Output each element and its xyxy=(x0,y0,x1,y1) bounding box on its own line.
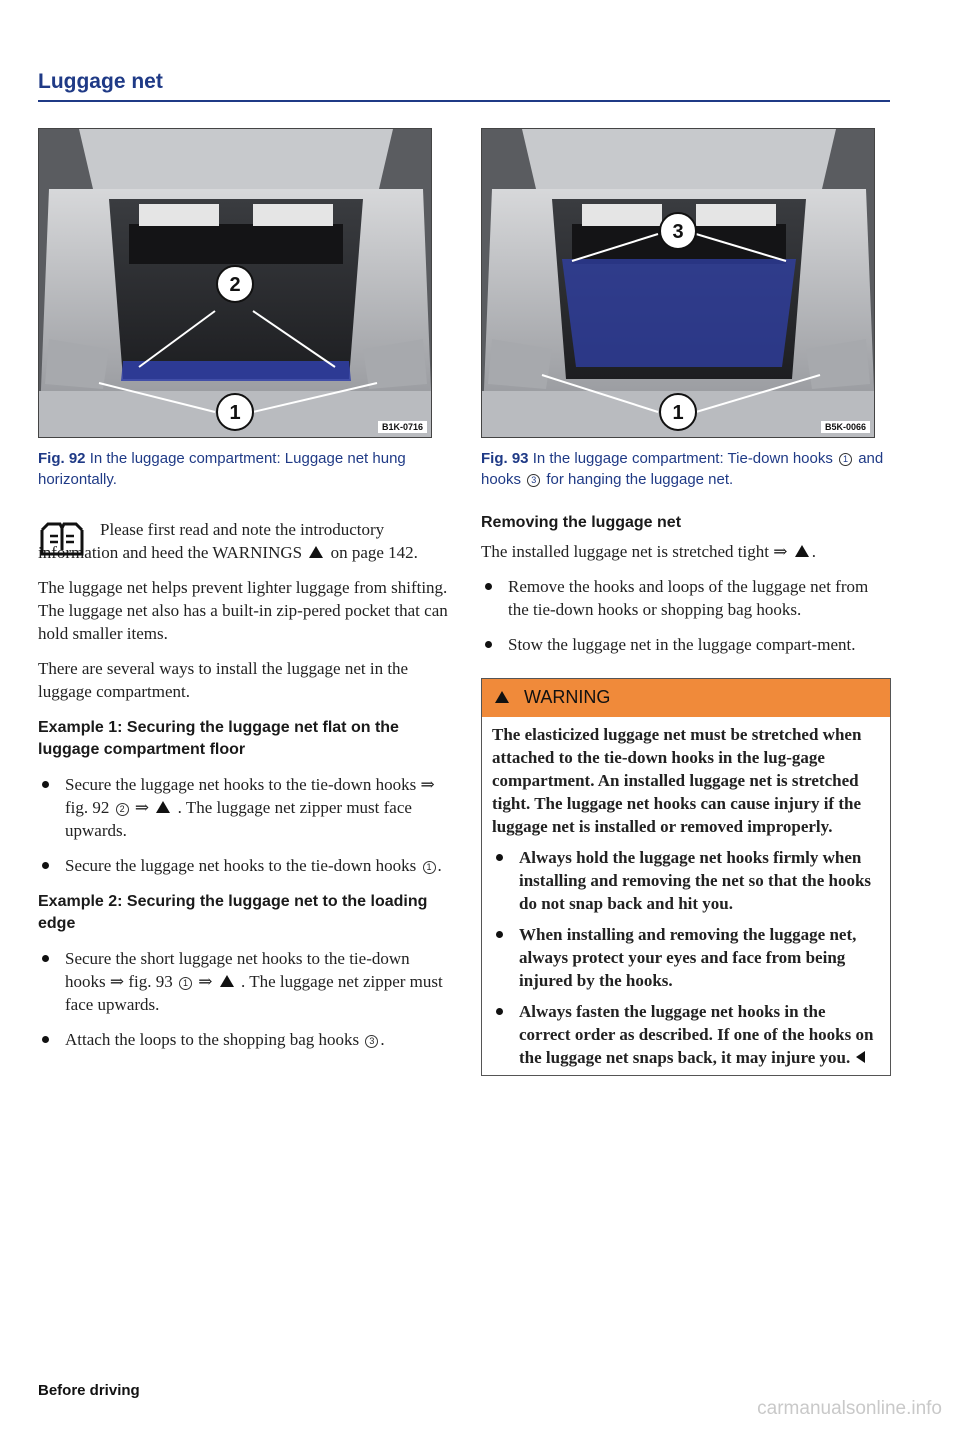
warning-item-3 xyxy=(492,1000,880,1069)
step-text: Attach the loops to the shopping bag hooks xyxy=(65,1030,360,1049)
callout-3-label: 3 xyxy=(672,221,684,243)
paragraph-purpose: The luggage net helps prevent lighter luggage from shifting. The luggage net also has a built-in zip-pered pocket that can hold smaller items. xyxy=(38,578,448,643)
removing-intro-text: The installed luggage net is stretched tight ⇒ xyxy=(481,542,788,561)
figure-label: Fig. 93 xyxy=(481,450,529,467)
step-text: Secure the short luggage net hooks to the tie-down hooks ⇒ fig. 93 xyxy=(65,949,410,991)
caption-text: In the luggage compartment: Tie-down hooks xyxy=(532,450,833,467)
removing-intro: The installed luggage net is stretched tight ⇒ . xyxy=(481,542,816,561)
book-icon xyxy=(38,520,86,556)
warning-box xyxy=(481,678,891,1076)
figure-code: B5K-0066 xyxy=(821,421,870,433)
step-text: Secure the luggage net hooks to the tie-down hooks ⇒ fig. 92 xyxy=(65,775,435,817)
removing-step-2: Stow the luggage net in the luggage compart-ment. xyxy=(481,633,891,656)
watermark: carmanualsonline.info xyxy=(757,1398,942,1419)
warning-icon xyxy=(309,546,323,558)
step-text-tail: . The luggage net zipper must face upwards. xyxy=(65,798,412,840)
figure-code: B1K-0716 xyxy=(378,421,427,433)
callout-2-ref: 2 xyxy=(116,803,129,816)
callout-1-ref: 1 xyxy=(839,453,852,466)
example-2-step-2: Attach the loops to the shopping bag hooks 3 . xyxy=(38,1028,448,1051)
right-column xyxy=(481,128,891,1076)
figure-92-caption xyxy=(38,448,448,490)
figure-92-image xyxy=(38,128,432,438)
step-text: Secure the luggage net hooks to the tie-down hooks xyxy=(65,856,417,875)
intro-note xyxy=(38,518,448,564)
warning-item-2: When installing and removing the luggage net, always protect your eyes and face from being injured by the hooks. xyxy=(492,923,880,992)
warning-body xyxy=(482,717,890,1075)
warning-item-text: Always fasten the luggage net hooks in the correct order as described. If one of the hooks on the luggage net snaps back, it may injure you. xyxy=(519,1002,874,1067)
end-of-section-icon xyxy=(856,1051,865,1063)
figure-label: Fig. 92 xyxy=(38,450,86,467)
warning-icon xyxy=(156,801,170,813)
removing-step-1: Remove the hooks and loops of the luggage net from the tie-down hooks or shopping bag hooks. xyxy=(481,575,891,621)
car-trunk-illustration xyxy=(482,129,875,438)
intro-note-tail: on page 142. xyxy=(330,543,418,562)
caption-text: and hooks xyxy=(481,450,884,488)
removing-heading: Removing the luggage net xyxy=(481,514,682,531)
arrow-ref: ⇒ xyxy=(198,972,213,991)
header-divider xyxy=(38,100,890,102)
callout-1-label: 1 xyxy=(229,402,241,424)
page-title: Luggage net xyxy=(38,70,163,93)
warning-header xyxy=(482,679,890,717)
example-2-step-1 xyxy=(38,947,448,1016)
caption-text: for hanging the luggage net. xyxy=(546,471,734,488)
example-1-heading: Example 1: Securing the luggage net flat on the luggage compartment floor xyxy=(38,719,399,758)
figure-93-caption xyxy=(481,448,891,490)
left-column xyxy=(38,128,448,1051)
warning-label: WARNING xyxy=(524,687,611,707)
figure-93-image xyxy=(481,128,875,438)
footer-section: Before driving xyxy=(38,1382,140,1399)
example-1-step-2: Secure the luggage net hooks to the tie-down hooks 1 . xyxy=(38,854,448,877)
example-1-step-1 xyxy=(38,773,448,842)
warning-paragraph: The elasticized luggage net must be stretched when attached to the tie-down hooks in the lug-gage compartment. An installed luggage net is stretched tight. The luggage net hooks can cause injury if the luggage net is installed or removed improperly. xyxy=(492,725,862,836)
callout-1-ref: 1 xyxy=(179,977,192,990)
arrow-ref: ⇒ xyxy=(134,798,150,817)
warning-icon xyxy=(220,975,234,987)
warning-icon xyxy=(495,691,509,703)
callout-3-ref: 3 xyxy=(527,474,540,487)
paragraph-ways: There are several ways to install the luggage net in the luggage compartment. xyxy=(38,659,409,701)
warning-item-1: Always hold the luggage net hooks firmly when installing and removing the net so that the hooks do not snap back and hit you. xyxy=(492,846,880,915)
callout-2-label: 2 xyxy=(229,274,241,296)
caption-text: In the luggage compartment: Luggage net hung horizontally. xyxy=(38,450,406,488)
callout-3-ref: 3 xyxy=(365,1035,378,1048)
step-text-tail: . The luggage net zipper must face upwards. xyxy=(65,972,443,1014)
callout-1-ref: 1 xyxy=(423,861,436,874)
example-2-heading: Example 2: Securing the luggage net to the loading edge xyxy=(38,893,428,932)
car-trunk-illustration xyxy=(39,129,432,438)
warning-icon xyxy=(795,545,809,557)
intro-note-text: Please first read and note the introductory information and heed the WARNINGS xyxy=(38,520,385,562)
callout-1-label: 1 xyxy=(672,402,684,424)
